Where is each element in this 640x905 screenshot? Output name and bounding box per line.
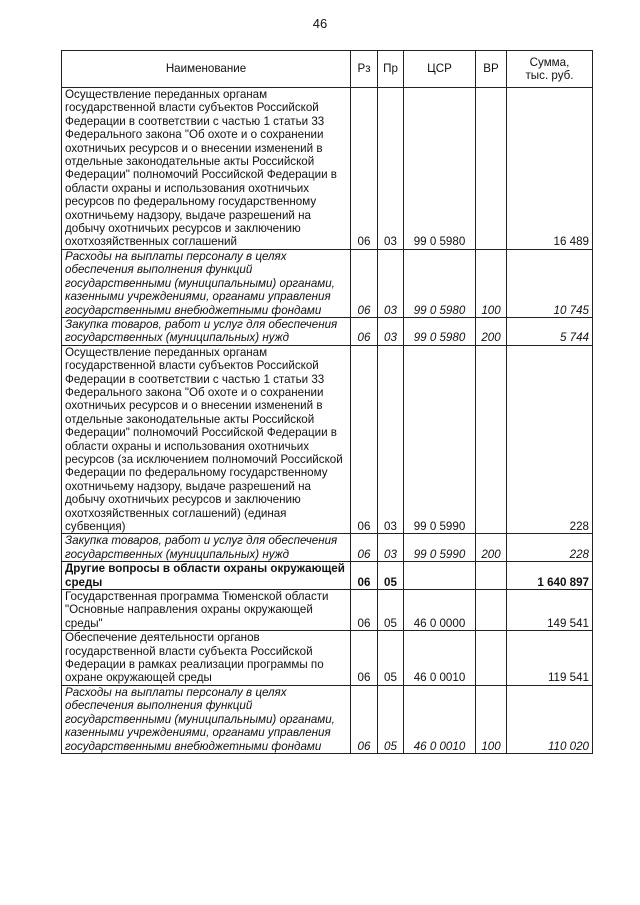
- row-vr: 200: [476, 317, 507, 345]
- row-csr: 99 0 5990: [404, 534, 476, 562]
- row-rz: 06: [351, 345, 378, 534]
- row-vr: 200: [476, 534, 507, 562]
- row-csr: 99 0 5980: [404, 88, 476, 250]
- header-sum-line2: тыс. руб.: [525, 69, 574, 82]
- row-rz: 06: [351, 249, 378, 317]
- row-pr: 05: [378, 590, 404, 631]
- row-rz: 06: [351, 590, 378, 631]
- row-name: Расходы на выплаты персоналу в целях обеспечения выполнения функций государственными (муниципальными) органами, казенными учреждениями, органами управления государственными внебюджетными фондами: [62, 249, 351, 317]
- row-rz: 06: [351, 685, 378, 753]
- row-pr: 03: [378, 317, 404, 345]
- table-row: [62, 590, 593, 631]
- table-row: [62, 88, 593, 250]
- row-sum: 149 541: [507, 590, 593, 631]
- row-name: Расходы на выплаты персоналу в целях обеспечения выполнения функций государственными (муниципальными) органами, казенными учреждениями, органами управления государственными внебюджетными фондами: [62, 685, 351, 753]
- table-header-row: [62, 51, 593, 88]
- table-row: [62, 249, 593, 317]
- row-csr: 46 0 0010: [404, 631, 476, 686]
- row-name: Осуществление переданных органам государственной власти субъектов Российской Федерации в соответствии с частью 1 статьи 33 Федерального закона "Об охоте и о сохранении охотничьих ресурсов и о внесении изменений в отдельные законодательные акты Российской Федерации" полномочий Российской Федерации в области охраны и использования охотничьих ресурсов (за исключением полномочий Российской Федерации по федеральному государственному охотничьему надзору, выдаче разрешений на добычу охотничьих ресурсов и заключению охотхозяйственных соглашений) (единая субвенция): [62, 345, 351, 534]
- table-row: [62, 562, 593, 590]
- row-pr: 05: [378, 685, 404, 753]
- row-vr: [476, 562, 507, 590]
- header-csr: ЦСР: [404, 51, 476, 88]
- header-vr: ВР: [476, 51, 507, 88]
- row-vr: [476, 590, 507, 631]
- row-name: Закупка товаров, работ и услуг для обеспечения государственных (муниципальных) нужд: [62, 317, 351, 345]
- row-vr: 100: [476, 685, 507, 753]
- row-csr: [404, 562, 476, 590]
- row-csr: 99 0 5980: [404, 249, 476, 317]
- row-sum: 119 541: [507, 631, 593, 686]
- row-name: Государственная программа Тюменской области "Основные направления охраны окружающей среды": [62, 590, 351, 631]
- row-csr: 46 0 0010: [404, 685, 476, 753]
- row-sum: 1 640 897: [507, 562, 593, 590]
- row-rz: 06: [351, 88, 378, 250]
- header-pr: Пр: [378, 51, 404, 88]
- row-rz: 06: [351, 562, 378, 590]
- row-vr: [476, 345, 507, 534]
- table-row: [62, 685, 593, 753]
- row-rz: 06: [351, 317, 378, 345]
- row-rz: 06: [351, 631, 378, 686]
- row-vr: [476, 631, 507, 686]
- budget-table: [61, 50, 593, 754]
- row-pr: 05: [378, 562, 404, 590]
- row-pr: 03: [378, 345, 404, 534]
- row-csr: 99 0 5980: [404, 317, 476, 345]
- page-number: 46: [312, 16, 328, 31]
- header-rz: Рз: [351, 51, 378, 88]
- row-pr: 05: [378, 631, 404, 686]
- header-sum: [507, 51, 593, 88]
- table-row: [62, 345, 593, 534]
- row-sum: 110 020: [507, 685, 593, 753]
- row-rz: 06: [351, 534, 378, 562]
- row-sum: 5 744: [507, 317, 593, 345]
- row-sum: 228: [507, 534, 593, 562]
- table-row: [62, 631, 593, 686]
- row-sum: 228: [507, 345, 593, 534]
- row-name: Осуществление переданных органам государственной власти субъектов Российской Федерации в соответствии с частью 1 статьи 33 Федерального закона "Об охоте и о сохранении охотничьих ресурсов и о внесении изменений в отдельные законодательные акты Российской Федерации" полномочий Российской Федерации в области охраны и использования охотничьих ресурсов по федеральному государственному охотничьему надзору, выдаче разрешений на добычу охотничьих ресурсов и заключению охотхозяйственных соглашений: [62, 88, 351, 250]
- header-name: Наименование: [62, 51, 351, 88]
- row-vr: 100: [476, 249, 507, 317]
- row-csr: 46 0 0000: [404, 590, 476, 631]
- row-name: Другие вопросы в области охраны окружающей среды: [62, 562, 351, 590]
- row-sum: 16 489: [507, 88, 593, 250]
- row-pr: 03: [378, 249, 404, 317]
- row-name: Закупка товаров, работ и услуг для обеспечения государственных (муниципальных) нужд: [62, 534, 351, 562]
- row-csr: 99 0 5990: [404, 345, 476, 534]
- row-pr: 03: [378, 88, 404, 250]
- row-sum: 10 745: [507, 249, 593, 317]
- row-pr: 03: [378, 534, 404, 562]
- row-vr: [476, 88, 507, 250]
- header-sum-line1: Сумма,: [529, 55, 570, 69]
- row-name: Обеспечение деятельности органов государственной власти субъекта Российской Федерации в рамках реализации программы по охране окружающей среды: [62, 631, 351, 686]
- table-row: [62, 534, 593, 562]
- table-row: [62, 317, 593, 345]
